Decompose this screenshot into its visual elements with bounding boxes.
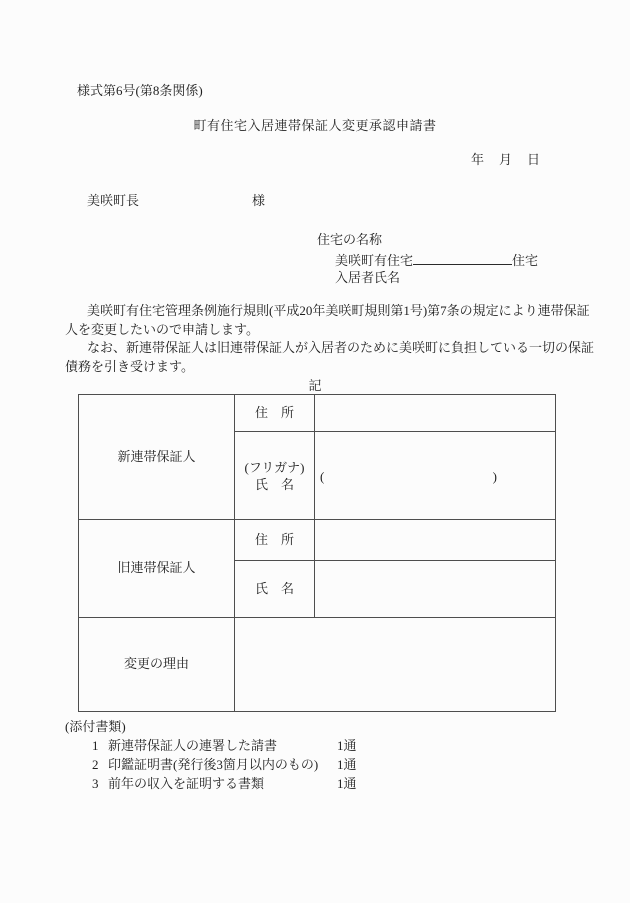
attachment-label: 新連帯保証人の連署した請書 (108, 738, 278, 753)
attachment-number: 1 (92, 738, 99, 753)
attachment-item (65, 736, 357, 755)
date-line: 年 月 日 (471, 152, 542, 167)
addressee-line (87, 192, 265, 210)
note-marker: 記 (308, 378, 322, 393)
body-paragraphs (65, 302, 595, 377)
furigana-paren-row (320, 468, 497, 486)
document-title: 町有住宅入居連帯保証人変更承認申請書 (193, 118, 437, 133)
attachment-count: 1通 (337, 757, 357, 772)
new-guarantor-name-value-cell (315, 432, 556, 520)
attachments-section (65, 717, 357, 793)
form-number: 様式第6号(第8条関係) (77, 83, 203, 98)
paren-open: ( (320, 468, 325, 484)
guarantor-table (78, 394, 556, 712)
furigana-label: (フリガナ) (244, 459, 305, 475)
attachment-label: 前年の収入を証明する書類 (108, 776, 265, 791)
attachment-label: 印鑑証明書(発行後3箇月以内のもの) (108, 757, 319, 772)
old-guarantor-address-value-cell (315, 520, 556, 561)
housing-name-line (335, 250, 538, 270)
new-guarantor-label-cell: 新連帯保証人 (79, 395, 235, 520)
new-guarantor-address-label-cell: 住 所 (235, 395, 315, 432)
attachments-heading: (添付書類) (65, 719, 126, 734)
body-line-2: 人を変更したいので申請します。 (65, 321, 259, 337)
reason-label-cell: 変更の理由 (79, 618, 235, 712)
body-line-3: なお、新連帯保証人は旧連帯保証人が入居者のために美咲町に負担している一切の保証 (87, 340, 595, 356)
attachment-number: 3 (92, 776, 99, 791)
attachment-count: 1通 (337, 776, 357, 791)
new-guarantor-name-label-cell (235, 432, 315, 520)
addressee-name: 美咲町長 (87, 193, 140, 208)
body-line-4: 債務を引き受けます。 (65, 359, 194, 375)
old-guarantor-name-value-cell (315, 561, 556, 618)
housing-name-label: 住宅の名称 (317, 232, 383, 247)
attachment-item (65, 774, 357, 793)
attachment-count: 1通 (337, 738, 357, 753)
new-guarantor-address-value-cell (315, 395, 556, 432)
old-guarantor-name-label-cell: 氏 名 (235, 561, 315, 618)
housing-name-blank-underline (413, 250, 512, 265)
reason-value-cell (235, 618, 556, 712)
paren-close: ) (492, 468, 497, 484)
housing-name-suffix: 住宅 (512, 253, 539, 268)
old-guarantor-label-cell: 旧連帯保証人 (79, 520, 235, 618)
resident-name-label: 入居者氏名 (335, 270, 401, 285)
attachment-number: 2 (92, 757, 99, 772)
name-label: 氏 名 (254, 476, 294, 492)
addressee-honorific: 様 (252, 193, 266, 208)
body-line-1: 美咲町有住宅管理条例施行規則(平成20年美咲町規則第1号)第7条の規定により連帯保証 (87, 303, 590, 318)
old-guarantor-address-label-cell: 住 所 (235, 520, 315, 561)
attachment-item (65, 755, 357, 774)
housing-name-prefix: 美咲町有住宅 (335, 253, 414, 268)
